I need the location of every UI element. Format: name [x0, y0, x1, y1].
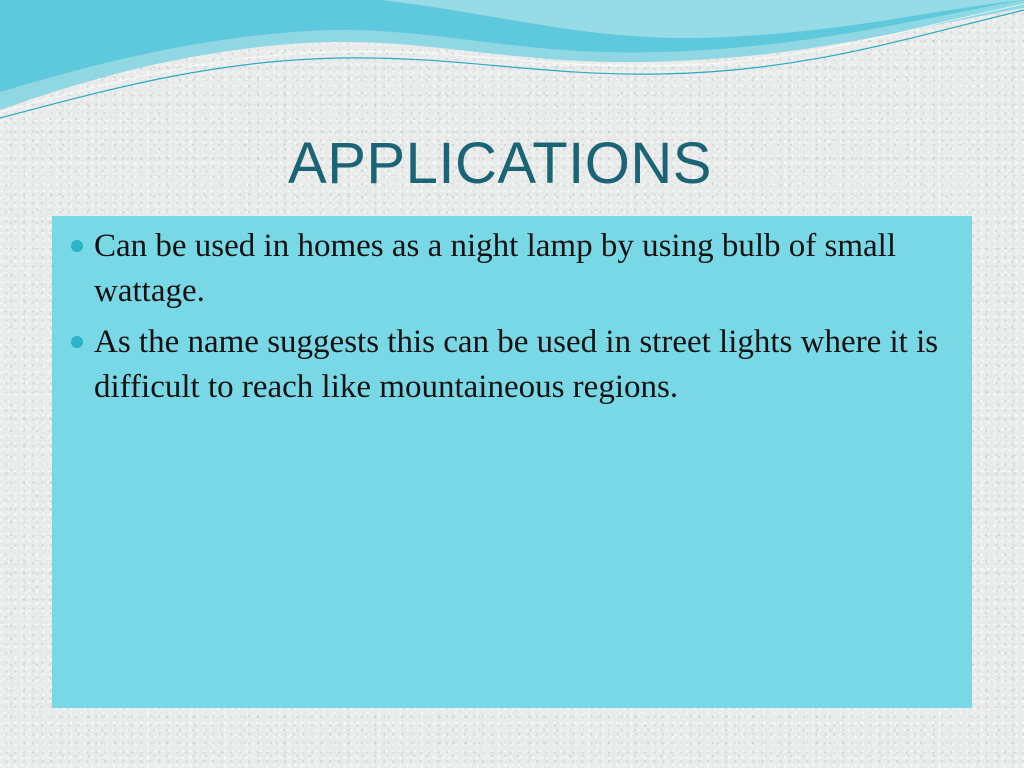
- bullet-dot-icon: [71, 336, 83, 348]
- bullet-list: [74, 224, 954, 410]
- slide-title: APPLICATIONS: [288, 131, 712, 196]
- top-wave-decoration: [0, 0, 1024, 120]
- bullet-text: Can be used in homes as a night lamp by using bulb of small wattage.: [94, 228, 896, 309]
- bullet-item: [74, 320, 954, 410]
- bullet-dot-icon: [71, 240, 83, 252]
- bullet-item: [74, 224, 954, 314]
- bullet-text: As the name suggests this can be used in street lights where it is difficult to reach like mountaineous regions.: [94, 324, 939, 405]
- content-box: [52, 216, 972, 708]
